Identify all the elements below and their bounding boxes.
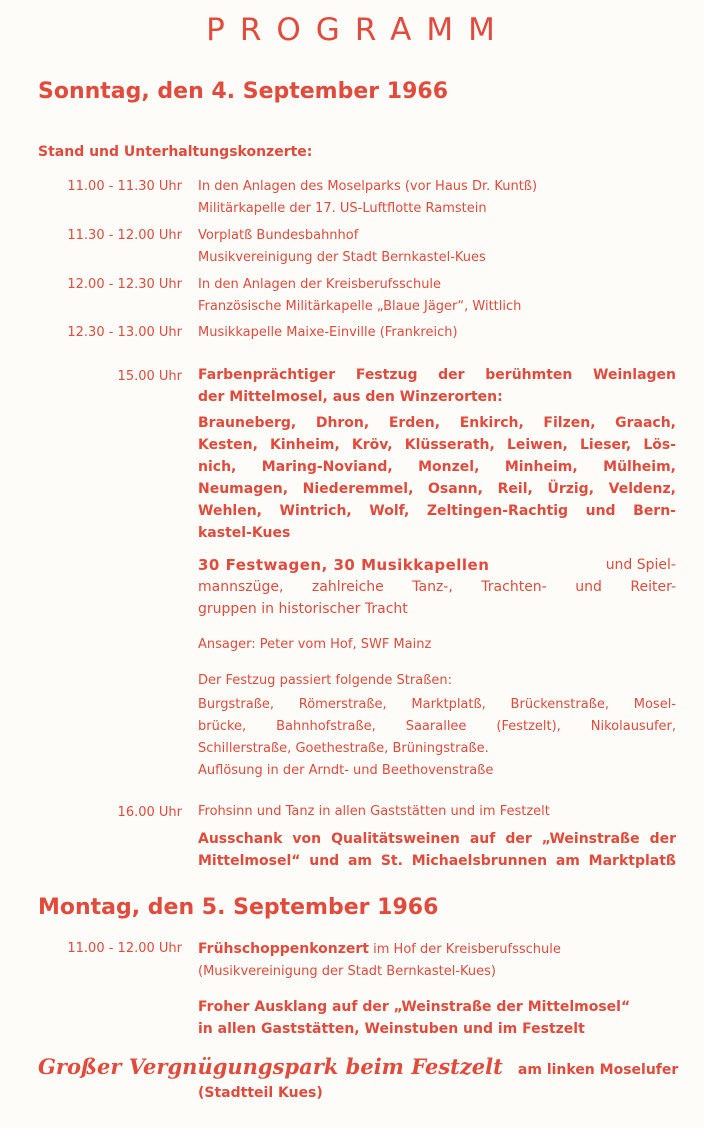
wagons-bold-text: 30 Festwagen, 30 Musikkapellen bbox=[198, 556, 490, 574]
concert-line: In den Anlagen des Moselparks (vor Haus Dr. Kuntß) bbox=[198, 179, 538, 194]
route-line: brücke, Bahnhofstraße, Saarallee (Festzelt), Nikolausufer, bbox=[198, 719, 676, 734]
towns-line: Wehlen, Wintrich, Wolf, Zeltingen-Rachtig und Bern- bbox=[198, 503, 676, 519]
footer-sub-text: (Stadtteil Kues) bbox=[198, 1085, 323, 1101]
footer-sub bbox=[198, 1082, 676, 1104]
evening-text: Ausschank von Qualitätsweinen auf der „Weinstraße der bbox=[198, 831, 676, 847]
monday-heading: Montag, den 5. September 1966 bbox=[38, 895, 439, 920]
wagons-line: mannszüge, zahlreiche Tanz-, Trachten- und Reiter- bbox=[198, 579, 676, 595]
footer-line bbox=[38, 1054, 678, 1079]
wagons-rest-text: und Spiel- bbox=[605, 557, 676, 573]
festzug-time: 15.00 Uhr bbox=[117, 369, 182, 384]
wagons-line: gruppen in historischer Tracht bbox=[198, 601, 408, 617]
concerts-subheading: Stand und Unterhaltungskonzerte: bbox=[38, 144, 313, 160]
concert-details bbox=[198, 274, 676, 318]
concert-time: 11.00 - 11.30 Uhr bbox=[67, 179, 182, 194]
monday-event-line bbox=[198, 938, 676, 961]
festzug-towns bbox=[198, 412, 676, 544]
concert-time: 12.00 - 12.30 Uhr bbox=[67, 277, 182, 292]
route-line: Auflösung in der Arndt- und Beethovenstraße bbox=[198, 763, 494, 778]
route-list bbox=[198, 694, 676, 782]
monday-event-bold: Frühschoppenkonzert bbox=[198, 941, 369, 957]
route-intro-text: Der Festzug passiert folgende Straßen: bbox=[198, 673, 452, 688]
sunday-heading: Sonntag, den 4. September 1966 bbox=[38, 79, 449, 104]
festzug-wagons bbox=[198, 554, 676, 576]
route-line: Schillerstraße, Goethestraße, Brüningstraße. bbox=[198, 741, 489, 756]
festzug-headline bbox=[198, 364, 676, 408]
concert-line: Französische Militärkapelle „Blaue Jäger“, Wittlich bbox=[198, 299, 522, 314]
evening-text: Frohsinn und Tanz in allen Gaststätten und im Festzelt bbox=[198, 804, 550, 819]
festzug-headline-line: der Mittelmosel, aus den Winzerorten: bbox=[198, 389, 503, 405]
towns-line: Kesten, Kinheim, Kröv, Klüsserath, Leiwen, Lieser, Lös- bbox=[198, 437, 676, 453]
concert-details bbox=[198, 176, 676, 220]
monday-event-rest: im Hof der Kreisberufsschule bbox=[373, 942, 561, 957]
concert-time: 11.30 - 12.00 Uhr bbox=[67, 228, 182, 243]
towns-line: Brauneberg, Dhron, Erden, Enkirch, Filzen, Graach, bbox=[198, 415, 676, 431]
evening-line-1 bbox=[198, 801, 676, 823]
monday-event bbox=[198, 938, 676, 983]
wagons-first-line bbox=[198, 554, 676, 576]
towns-line: Neumagen, Niederemmel, Osann, Reil, Ürzig, Veldenz, bbox=[198, 481, 676, 497]
evening-line-2 bbox=[198, 828, 676, 872]
festzug-headline-line: Farbenprächtiger Festzug der berühmten Weinlagen bbox=[198, 367, 676, 383]
towns-line: nich, Maring-Noviand, Monzel, Minheim, Mülheim, bbox=[198, 459, 676, 475]
monday-event-line: (Musikvereinigung der Stadt Bernkastel-Kues) bbox=[198, 964, 496, 979]
concert-time: 12.30 - 13.00 Uhr bbox=[67, 325, 182, 340]
concert-line: In den Anlagen der Kreisberufsschule bbox=[198, 277, 442, 292]
concert-details bbox=[198, 225, 676, 269]
footer-rest-text: am linken Moselufer bbox=[517, 1062, 679, 1078]
monday-time: 11.00 - 12.00 Uhr bbox=[67, 941, 182, 956]
monday-closing bbox=[198, 996, 676, 1040]
closing-line: Froher Ausklang auf der „Weinstraße der Mittelmosel“ bbox=[198, 999, 631, 1015]
concert-details bbox=[198, 322, 676, 344]
announcer bbox=[198, 634, 676, 656]
concert-line: Musikvereinigung der Stadt Bernkastel-Kues bbox=[198, 250, 486, 265]
route-intro bbox=[198, 670, 676, 692]
festzug-wagons-cont bbox=[198, 576, 676, 620]
route-line: Burgstraße, Römerstraße, Marktplatß, Brückenstraße, Mosel- bbox=[198, 697, 676, 712]
closing-line: in allen Gaststätten, Weinstuben und im Festzelt bbox=[198, 1021, 585, 1037]
evening-text: Mittelmosel“ und am St. Michaelsbrunnen am Marktplatß bbox=[198, 853, 676, 869]
evening-time: 16.00 Uhr bbox=[117, 805, 182, 820]
concert-line: Militärkapelle der 17. US-Luftflotte Ramstein bbox=[198, 201, 487, 216]
concert-line: Musikkapelle Maixe-Einville (Frankreich) bbox=[198, 325, 458, 340]
announcer-text: Ansager: Peter vom Hof, SWF Mainz bbox=[198, 637, 432, 652]
towns-line: kastel-Kues bbox=[198, 525, 291, 541]
concert-line: Vorplatß Bundesbahnhof bbox=[198, 228, 359, 243]
page-title: PROGRAMM bbox=[206, 12, 510, 48]
footer-script-text: Großer Vergnügungspark beim Festzelt bbox=[38, 1054, 503, 1079]
